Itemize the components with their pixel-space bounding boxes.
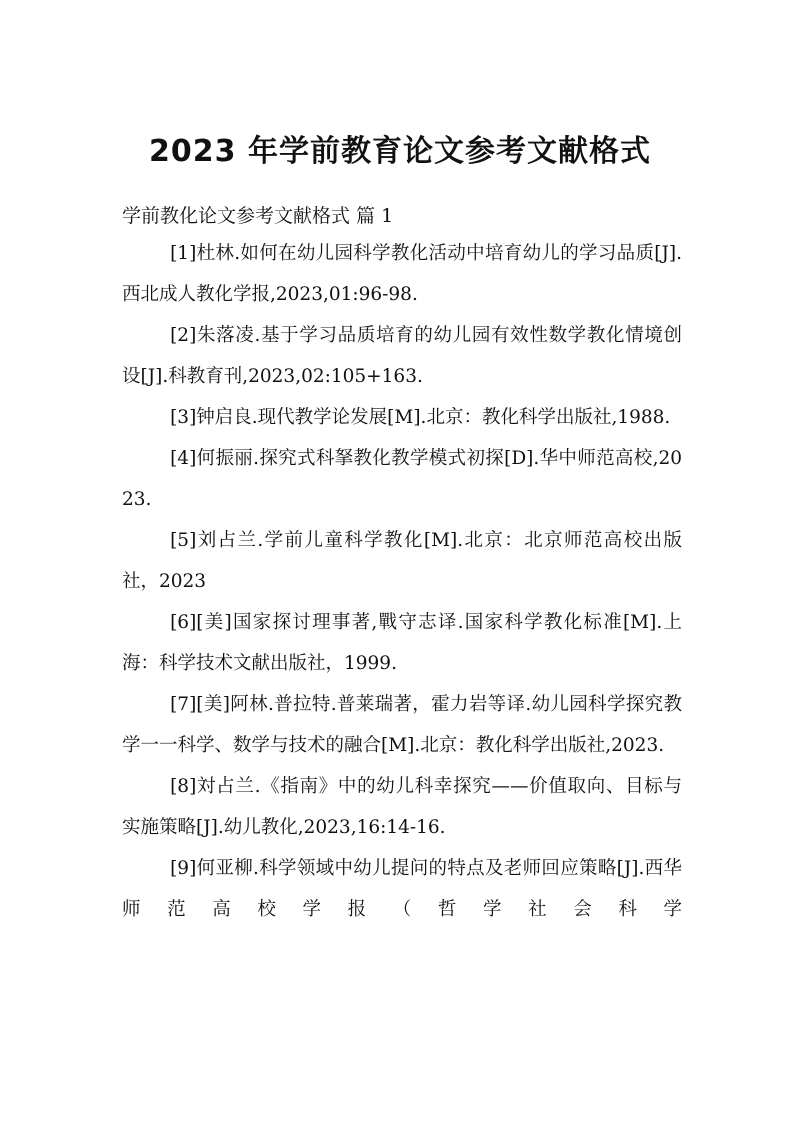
page-title: 2023 年学前教育论文参考文献格式 (149, 134, 651, 169)
reference-item: [5]刘占兰.学前儿童科学教化[M].北京：北京师范高校出版社，2023 (122, 530, 682, 592)
reference-list (122, 233, 682, 930)
reference-item: [8]対占兰.《指南》中的幼儿科幸探究——价值取向、目标与实施策略[J].幼儿教化,2023,16:14-16. (122, 776, 682, 838)
reference-item: [7][美]阿林.普拉特.普莱瑞著，霍力岩等译.幼儿园科学探究教学一一科学、数学与技术的融合[M].北京：教化科学出版社,2023. (122, 694, 682, 756)
reference-item: [3]钟启良.现代教学论发展[M].北京：教化科学出版社,1988. (170, 407, 671, 428)
reference-item: [1]杜林.如何在幼儿园科学教化活动中培育幼儿的学习品质[J].西北成人教化学报,2023,01:96-98. (122, 243, 682, 305)
reference-item: [6][美]国家探讨理事著,戰守志译.国家科学教化标准[M].上海：科学技术文献出版社，1999. (122, 612, 682, 674)
reference-item: [2]朱落凌.基于学习品质培育的幼儿园有效性数学教化情境创设[J].科教育刊,2023,02:105+163. (122, 325, 682, 387)
section-heading: 学前教化论文参考文献格式 篇 1 (122, 205, 394, 227)
reference-item: [4]何振丽.探究式科拏教化教学模式初探[D].华中师范高校,2023. (122, 448, 682, 510)
reference-item: [9]何亚柳.科学领域中幼儿提问的特点及老师回应策略[J].西华师范高校学报（哲学社会科学 (122, 858, 682, 920)
